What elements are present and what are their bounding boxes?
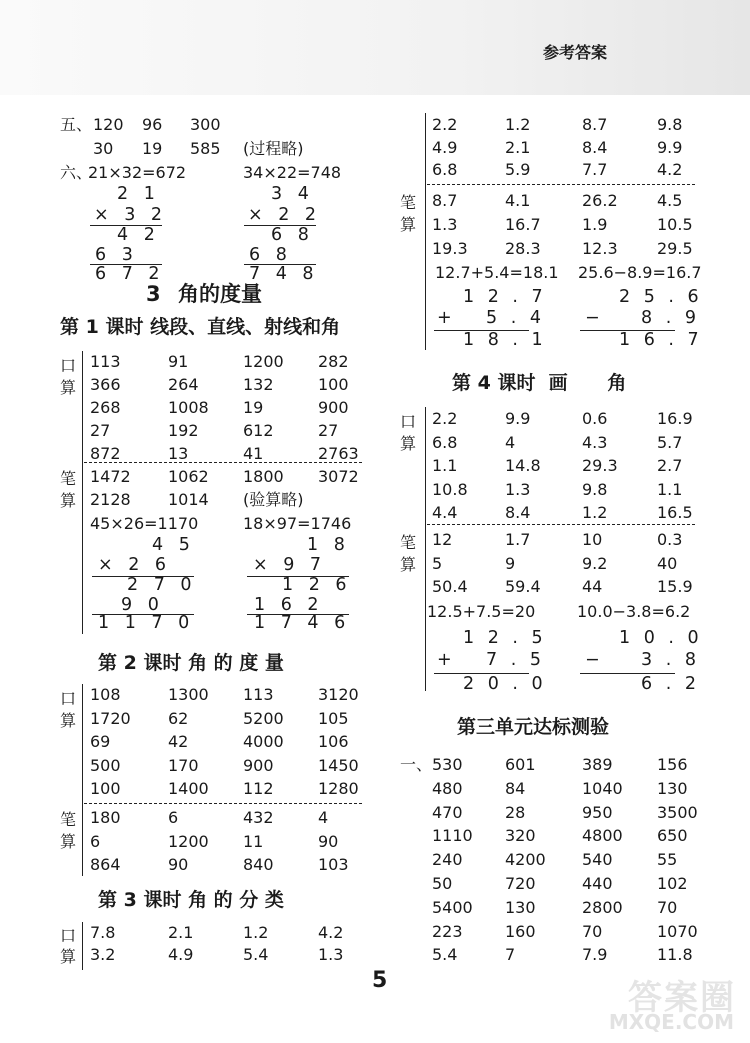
grid-cell: 100 xyxy=(90,779,121,798)
q5-note: (过程略) xyxy=(243,139,304,158)
grid-cell: 156 xyxy=(657,755,688,774)
grid-cell: 1110 xyxy=(432,826,473,846)
grid-cell: 16.7 xyxy=(505,215,541,234)
equation: 10.0−3.8=6.2 xyxy=(577,602,691,621)
grid-cell: 1200 xyxy=(168,831,209,851)
grid-cell: 9.9 xyxy=(505,409,531,428)
section-rule xyxy=(82,684,83,876)
unit-title: 角的度量 xyxy=(178,282,262,306)
calc-line: 6 8 xyxy=(249,245,292,265)
grid-cell: 113 xyxy=(90,352,121,371)
grid-cell: 268 xyxy=(90,398,121,417)
grid-cell: 1070 xyxy=(657,921,698,941)
calc-result: 1 6 . 7 xyxy=(619,330,703,350)
lesson-title: 第 1 课时 线段、直线、射线和角 xyxy=(60,316,341,338)
watermark-url: MXQE.COM xyxy=(608,1010,734,1034)
grid-cell: 1280 xyxy=(318,779,359,798)
grid-cell: 1040 xyxy=(582,778,623,798)
grid-cell: 11 xyxy=(243,831,264,851)
grid-cell: 1.2 xyxy=(243,923,269,942)
test-label: 一、 xyxy=(400,755,433,774)
grid-cell: 9.9 xyxy=(657,137,683,157)
dashed-divider xyxy=(427,524,695,525)
grid-cell: 3120 xyxy=(318,685,359,704)
grid-cell: 180 xyxy=(90,808,121,827)
grid-cell: 15.9 xyxy=(657,577,693,596)
calc-result: 6 7 2 xyxy=(95,264,165,284)
dashed-divider xyxy=(427,184,695,185)
grid-cell: 240 xyxy=(432,850,463,870)
calc-line: 1 2 . 7 xyxy=(463,287,547,307)
grid-cell: 0.6 xyxy=(582,409,608,428)
grid-cell: 2763 xyxy=(318,444,359,463)
grid-cell: 4.9 xyxy=(432,137,458,157)
grid-cell: 6 xyxy=(168,808,179,827)
grid-cell: 102 xyxy=(657,874,688,893)
calc-operator: + xyxy=(437,308,457,328)
grid-cell: 900 xyxy=(243,755,274,775)
grid-cell: 5 xyxy=(432,553,443,573)
grid-cell: 112 xyxy=(243,779,274,798)
grid-cell: 4.3 xyxy=(582,432,608,452)
lesson-title: 第 2 课时 角 的 度 量 xyxy=(98,652,284,674)
calc-line: 9 0 xyxy=(121,595,164,615)
grid-cell: 2.1 xyxy=(168,923,194,942)
grid-cell: 29.5 xyxy=(657,239,693,258)
grid-cell: 2128 xyxy=(90,490,131,509)
grid-cell: 4800 xyxy=(582,826,623,846)
page-number: 5 xyxy=(372,968,388,993)
calc-line: 1 0 . 0 xyxy=(619,628,703,648)
calc-result: 2 0 . 0 xyxy=(463,674,547,694)
q6-equation: 21×32=672 xyxy=(88,163,187,182)
grid-cell: 470 xyxy=(432,802,463,822)
grid-cell: 19.3 xyxy=(432,239,468,258)
grid-cell: 50 xyxy=(432,874,453,893)
grid-cell: 9.8 xyxy=(657,115,683,134)
grid-cell: 1.1 xyxy=(432,456,458,475)
grid-cell: 27 xyxy=(90,421,111,440)
grid-cell: 192 xyxy=(168,421,199,440)
lesson-title: 第 3 课时 角 的 分 类 xyxy=(98,889,284,911)
grid-cell: 4.2 xyxy=(657,160,683,179)
equation: 12.5+7.5=20 xyxy=(427,602,536,621)
grid-cell: 4200 xyxy=(505,850,546,870)
calc-line: 6 8 xyxy=(271,225,314,245)
section-rule xyxy=(82,351,83,634)
q6-equation: 34×22=748 xyxy=(243,163,342,182)
grid-cell: 2.2 xyxy=(432,409,458,428)
grid-cell: 19 xyxy=(243,398,264,417)
calc-result: 1 8 . 1 xyxy=(463,330,547,350)
grid-cell: 8.7 xyxy=(582,115,608,134)
grid-cell: 3.2 xyxy=(90,945,116,964)
calc-line: 1 8 xyxy=(307,535,350,555)
q6-label: 六、 xyxy=(60,163,93,182)
grid-cell: 59.4 xyxy=(505,577,541,596)
grid-cell: 12 xyxy=(432,530,453,549)
header-title: 参考答案 xyxy=(543,43,608,62)
oral-label: 口 xyxy=(60,689,77,708)
grid-cell: 650 xyxy=(657,826,688,846)
oral-label: 口 xyxy=(60,356,77,375)
grid-cell: 7.9 xyxy=(582,945,608,965)
grid-cell: 16.5 xyxy=(657,503,693,522)
grid-cell: 12.3 xyxy=(582,239,618,258)
grid-cell: 900 xyxy=(318,398,349,417)
grid-cell: 90 xyxy=(318,831,339,851)
calc-line: × 3 2 xyxy=(94,205,168,225)
grid-cell: 3072 xyxy=(318,467,359,486)
calc-line: 4 5 xyxy=(152,535,195,555)
grid-cell: 170 xyxy=(168,755,199,775)
grid-cell: 5.9 xyxy=(505,160,531,179)
grid-cell: 4.2 xyxy=(318,923,344,942)
written-label: 算 xyxy=(400,215,417,234)
calc-line: 1 2 . 5 xyxy=(463,628,547,648)
calc-operator: − xyxy=(585,650,605,670)
grid-cell: 9.2 xyxy=(582,553,608,573)
grid-cell: 366 xyxy=(90,375,121,394)
grid-cell: 864 xyxy=(90,855,121,874)
calc-result: 1 7 4 6 xyxy=(254,613,351,633)
calc-line: 2 1 xyxy=(117,184,160,204)
grid-cell: 0.3 xyxy=(657,530,683,549)
grid-cell: 4.5 xyxy=(657,191,683,210)
grid-cell: 6.8 xyxy=(432,432,458,452)
written-label: 笔 xyxy=(400,533,417,552)
grid-cell: 40 xyxy=(657,553,678,573)
grid-cell: 160 xyxy=(505,921,536,941)
calc-line: 2 5 . 6 xyxy=(619,287,703,307)
equation: 12.7+5.4=18.1 xyxy=(435,263,559,282)
grid-cell: 1.9 xyxy=(582,215,608,234)
q5-label: 五、 xyxy=(60,115,93,134)
grid-cell: 601 xyxy=(505,755,536,774)
q5-value: 120 xyxy=(93,115,124,134)
grid-cell: (验算略) xyxy=(243,490,304,509)
grid-cell: 440 xyxy=(582,874,613,893)
grid-cell: 41 xyxy=(243,444,264,463)
written-label: 算 xyxy=(60,832,77,851)
calc-result: 6 . 2 xyxy=(641,674,700,694)
grid-cell: 28.3 xyxy=(505,239,541,258)
grid-cell: 1.2 xyxy=(582,503,608,522)
grid-cell: 10 xyxy=(582,530,603,549)
grid-cell: 320 xyxy=(505,826,536,846)
grid-cell: 7.8 xyxy=(90,923,116,942)
grid-cell: 1.1 xyxy=(657,479,683,499)
grid-cell: 720 xyxy=(505,874,536,893)
grid-cell: 69 xyxy=(90,732,111,751)
grid-cell: 1.3 xyxy=(318,945,344,964)
grid-cell: 6 xyxy=(90,831,101,851)
grid-cell: 1.2 xyxy=(505,115,531,134)
grid-cell: 100 xyxy=(318,375,349,394)
grid-cell: 432 xyxy=(243,808,274,827)
calc-line: 6 3 xyxy=(95,245,138,265)
grid-cell: 9 xyxy=(505,553,516,573)
grid-cell: 130 xyxy=(505,897,536,917)
grid-cell: 26.2 xyxy=(582,191,618,210)
grid-cell: 1400 xyxy=(168,779,209,798)
written-label: 笔 xyxy=(60,810,77,829)
grid-cell: 1062 xyxy=(168,467,209,486)
equation: 45×26=1170 xyxy=(90,514,199,533)
watermark-logo: 答案圈 xyxy=(628,978,736,1018)
grid-cell: 8.7 xyxy=(432,191,458,210)
equation: 18×97=1746 xyxy=(243,514,352,533)
calc-operator: + xyxy=(437,650,457,670)
dashed-divider xyxy=(84,803,362,804)
grid-cell: 540 xyxy=(582,850,613,870)
grid-cell: 103 xyxy=(318,855,349,874)
grid-cell: 1450 xyxy=(318,755,359,775)
grid-cell: 29.3 xyxy=(582,456,618,475)
grid-cell: 950 xyxy=(582,802,613,822)
grid-cell: 1472 xyxy=(90,467,131,486)
grid-cell: 4.1 xyxy=(505,191,531,210)
header-band xyxy=(0,0,750,95)
grid-cell: 1720 xyxy=(90,708,131,728)
grid-cell: 62 xyxy=(168,708,189,728)
equation: 25.6−8.9=16.7 xyxy=(578,263,702,282)
grid-cell: 16.9 xyxy=(657,409,693,428)
calc-line: 5 . 4 xyxy=(486,308,545,328)
grid-cell: 50.4 xyxy=(432,577,468,596)
grid-cell: 5.7 xyxy=(657,432,683,452)
grid-cell: 13 xyxy=(168,444,189,463)
grid-cell: 389 xyxy=(582,755,613,774)
grid-cell: 70 xyxy=(657,897,678,917)
grid-cell: 7.7 xyxy=(582,160,608,179)
calc-line: 1 2 6 xyxy=(282,575,352,595)
oral-label: 算 xyxy=(60,947,77,966)
calc-line: 1 6 2 xyxy=(254,595,324,615)
grid-cell: 90 xyxy=(168,855,189,874)
grid-cell: 10.8 xyxy=(432,479,468,499)
grid-cell: 282 xyxy=(318,352,349,371)
oral-label: 口 xyxy=(400,412,417,431)
grid-cell: 1.3 xyxy=(505,479,531,499)
q5-value: 300 xyxy=(190,115,221,134)
grid-cell: 530 xyxy=(432,755,463,774)
grid-cell: 3500 xyxy=(657,802,698,822)
grid-cell: 4000 xyxy=(243,732,284,751)
grid-cell: 2800 xyxy=(582,897,623,917)
grid-cell: 5400 xyxy=(432,897,473,917)
written-label: 笔 xyxy=(60,469,77,488)
grid-cell: 27 xyxy=(318,421,339,440)
grid-cell: 105 xyxy=(318,708,349,728)
grid-cell: 28 xyxy=(505,802,526,822)
q5-value: 585 xyxy=(190,139,221,158)
grid-cell: 1008 xyxy=(168,398,209,417)
q5-value: 19 xyxy=(142,139,163,158)
grid-cell: 612 xyxy=(243,421,274,440)
grid-cell: 1200 xyxy=(243,352,284,371)
grid-cell: 2.2 xyxy=(432,115,458,134)
grid-cell: 264 xyxy=(168,375,199,394)
grid-cell: 70 xyxy=(582,921,603,941)
section-rule xyxy=(82,922,83,970)
grid-cell: 872 xyxy=(90,444,121,463)
written-label: 算 xyxy=(400,555,417,574)
grid-cell: 130 xyxy=(657,778,688,798)
grid-cell: 108 xyxy=(90,685,121,704)
calc-result: 1 1 7 0 xyxy=(98,613,195,633)
oral-label: 算 xyxy=(400,434,417,453)
grid-cell: 2.7 xyxy=(657,456,683,475)
grid-cell: 4.4 xyxy=(432,503,458,522)
test-title: 第三单元达标测验 xyxy=(457,716,610,738)
grid-cell: 106 xyxy=(318,732,349,751)
grid-cell: 8.4 xyxy=(582,137,608,157)
oral-label: 口 xyxy=(60,926,77,945)
grid-cell: 14.8 xyxy=(505,456,541,475)
lesson-title: 第 4 课时 画 角 xyxy=(452,372,627,394)
calc-result: 7 4 8 xyxy=(249,264,319,284)
grid-cell: 1014 xyxy=(168,490,209,509)
q5-value: 96 xyxy=(142,115,163,134)
grid-cell: 5.4 xyxy=(432,945,458,965)
unit-number: 3 xyxy=(146,282,161,306)
grid-cell: 9.8 xyxy=(582,479,608,499)
grid-cell: 113 xyxy=(243,685,274,704)
oral-label: 算 xyxy=(60,711,77,730)
calc-line: 2 7 0 xyxy=(127,575,197,595)
grid-cell: 91 xyxy=(168,352,189,371)
q5-value: 30 xyxy=(93,139,114,158)
calc-line: 8 . 9 xyxy=(641,308,700,328)
grid-cell: 223 xyxy=(432,921,463,941)
section-rule xyxy=(425,113,426,350)
calc-line: 3 4 xyxy=(271,184,314,204)
grid-cell: 4.9 xyxy=(168,945,194,964)
grid-cell: 44 xyxy=(582,577,603,596)
grid-cell: 11.8 xyxy=(657,945,693,965)
grid-cell: 1.7 xyxy=(505,530,531,549)
grid-cell: 8.4 xyxy=(505,503,531,522)
grid-cell: 4 xyxy=(318,808,329,827)
calc-line: × 2 6 xyxy=(98,555,172,575)
grid-cell: 10.5 xyxy=(657,215,693,234)
calc-operator: − xyxy=(585,308,605,328)
grid-cell: 4 xyxy=(505,432,516,452)
grid-cell: 84 xyxy=(505,778,526,798)
written-label: 笔 xyxy=(400,193,417,212)
section-rule xyxy=(425,407,426,691)
calc-line: 4 2 xyxy=(117,225,160,245)
grid-cell: 55 xyxy=(657,850,678,870)
grid-cell: 1.3 xyxy=(432,215,458,234)
grid-cell: 5200 xyxy=(243,708,284,728)
grid-cell: 480 xyxy=(432,778,463,798)
grid-cell: 132 xyxy=(243,375,274,394)
grid-cell: 5.4 xyxy=(243,945,269,964)
grid-cell: 2.1 xyxy=(505,137,531,157)
written-label: 算 xyxy=(60,491,77,510)
grid-cell: 6.8 xyxy=(432,160,458,179)
calc-line: × 2 2 xyxy=(248,205,322,225)
grid-cell: 1800 xyxy=(243,467,284,486)
calc-line: 3 . 8 xyxy=(641,650,700,670)
grid-cell: 42 xyxy=(168,732,189,751)
grid-cell: 1300 xyxy=(168,685,209,704)
oral-label: 算 xyxy=(60,378,77,397)
grid-cell: 840 xyxy=(243,855,274,874)
calc-line: × 9 7 xyxy=(253,555,327,575)
calc-line: 7 . 5 xyxy=(486,650,545,670)
grid-cell: 500 xyxy=(90,755,121,775)
grid-cell: 7 xyxy=(505,945,516,965)
dashed-divider xyxy=(84,462,362,463)
